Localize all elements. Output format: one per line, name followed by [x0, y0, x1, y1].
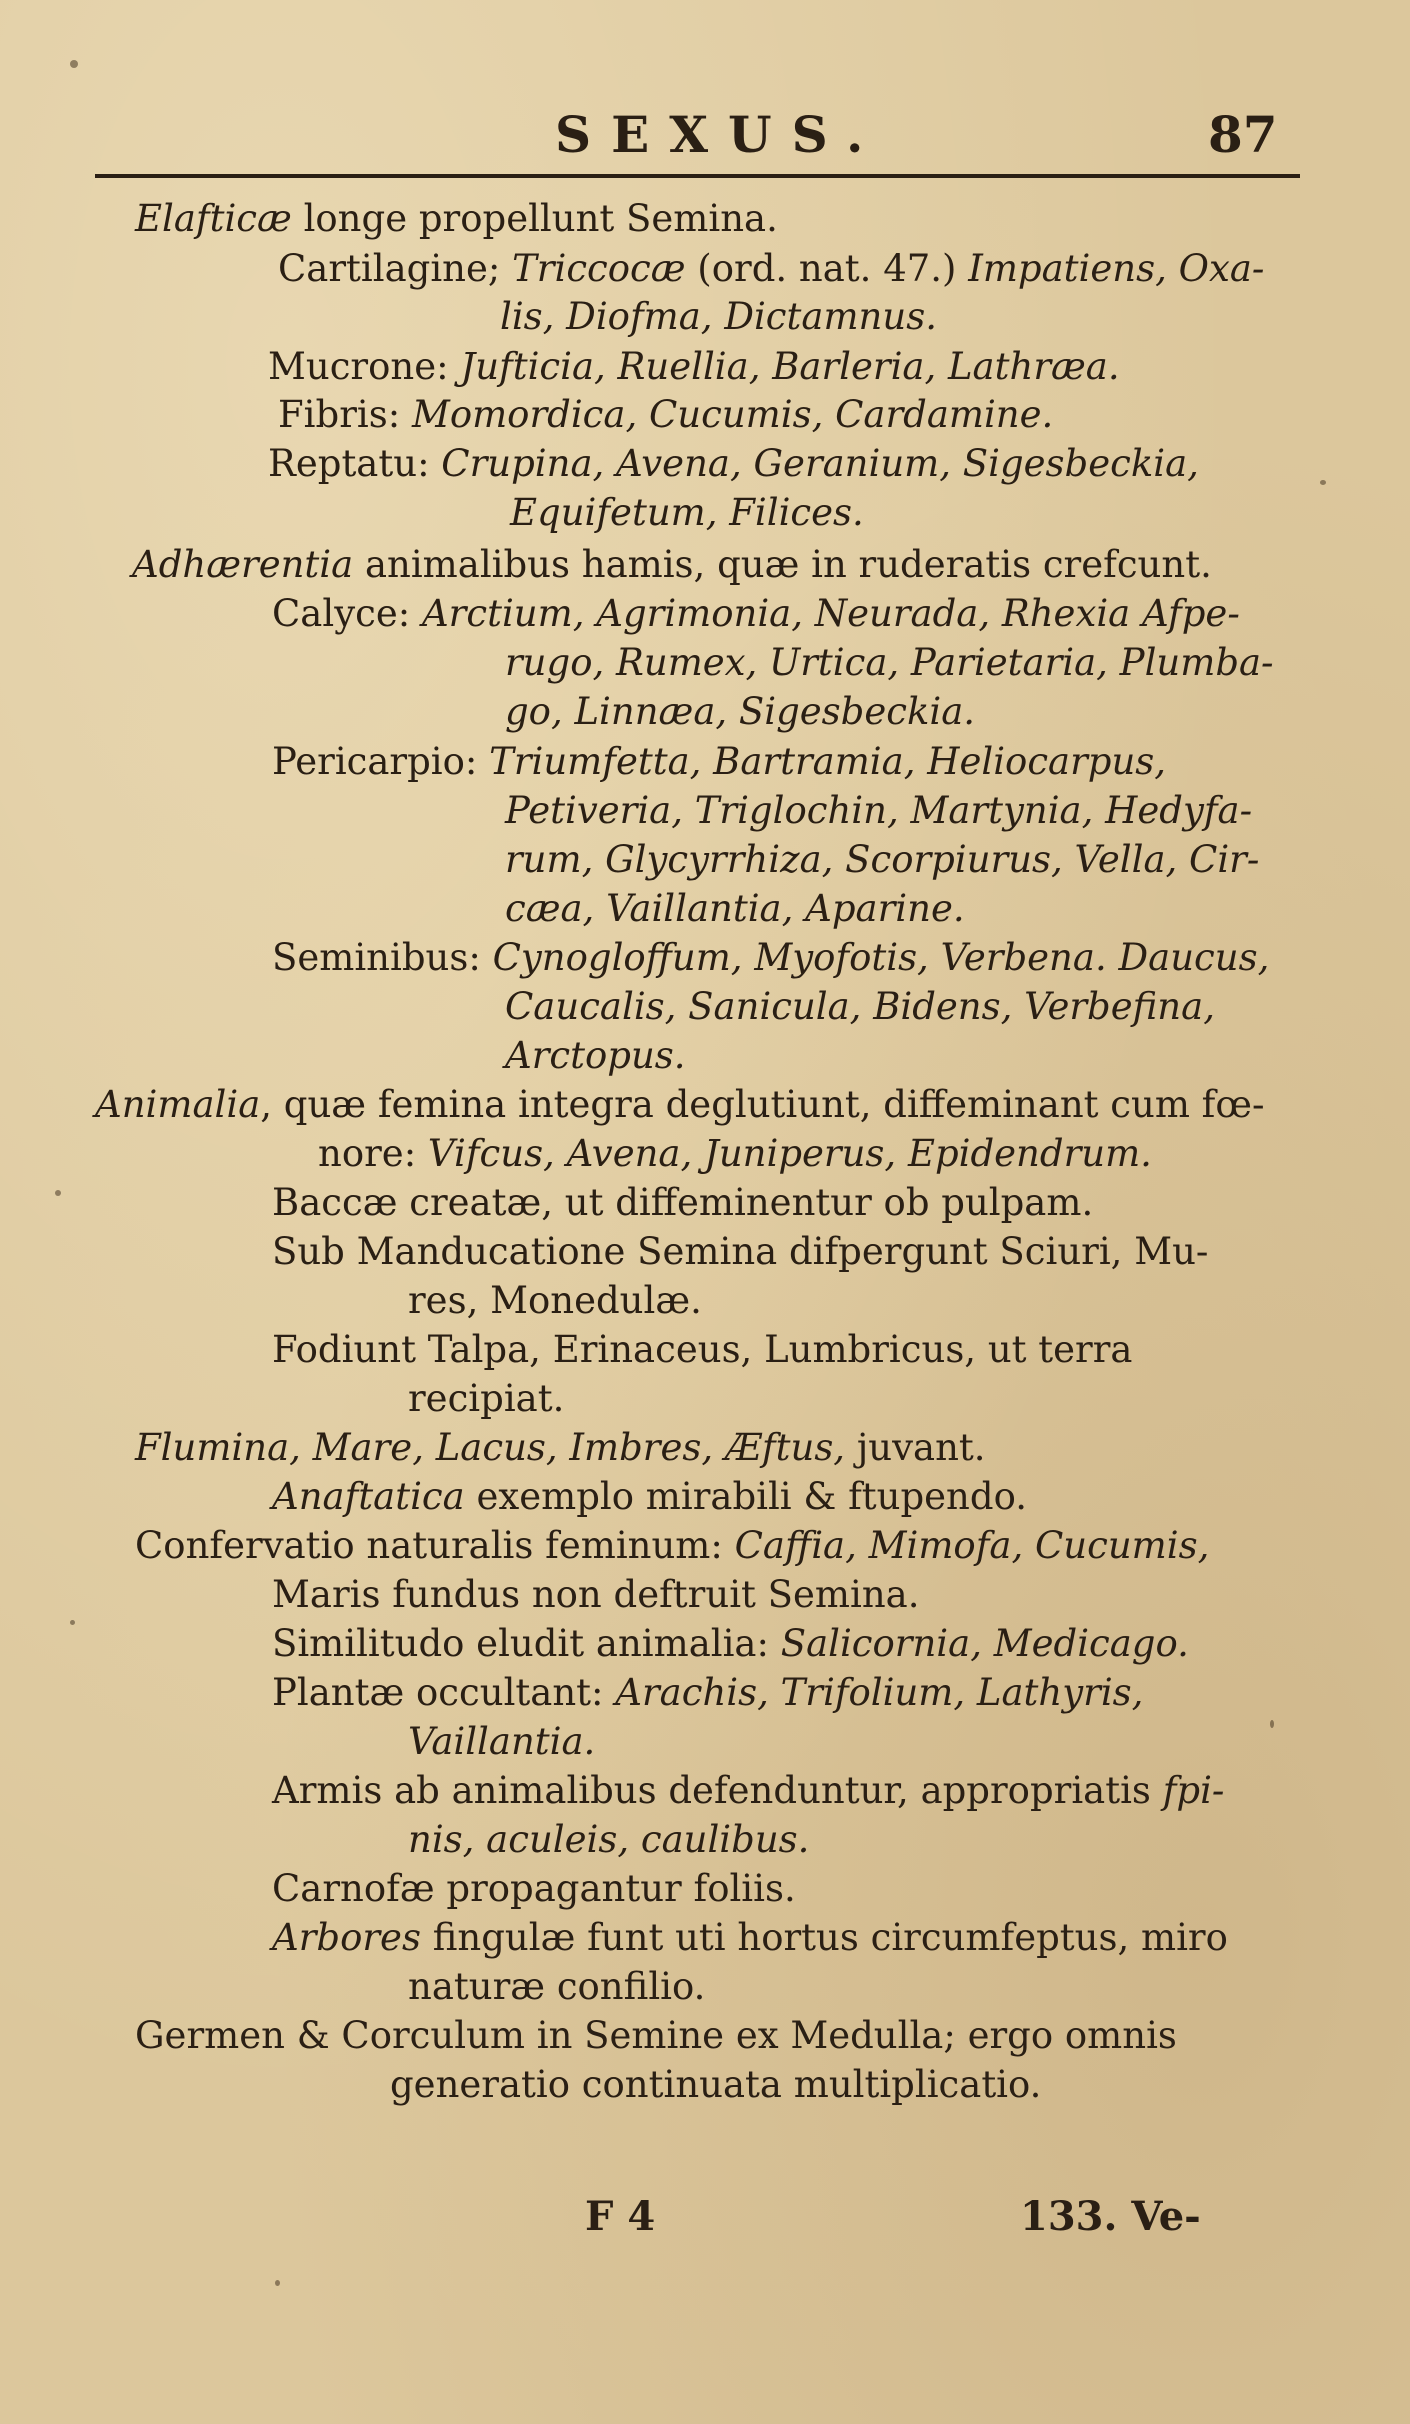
ink-speck — [70, 60, 78, 68]
text-segment: Fibris: — [278, 393, 412, 436]
text-segment: longe propellunt Semina. — [291, 197, 778, 240]
italic-segment: Triccocæ — [512, 247, 686, 290]
text-segment: Similitudo eludit animalia: — [272, 1622, 781, 1665]
text-line — [272, 1670, 1143, 1716]
text-segment: animalibus hamis, quæ in ruderatis crefcunt. — [353, 543, 1212, 586]
text-line — [505, 886, 965, 932]
text-line — [505, 837, 1259, 883]
italic-segment: Triumfetta, Bartramia, Heliocarpus, — [489, 740, 1167, 783]
text-line — [408, 1376, 564, 1422]
signature-mark: F 4 — [585, 2193, 656, 2240]
italic-segment: Arctopus. — [505, 1034, 686, 1077]
text-segment: Reptatu: — [268, 442, 442, 485]
italic-segment: Arachis, Trifolium, Lathyris, — [615, 1671, 1144, 1714]
text-line — [272, 1866, 796, 1912]
text-line — [272, 1180, 1093, 1226]
italic-segment: Caffia, Mimofa, Cucumis, — [734, 1524, 1210, 1567]
text-line — [408, 1817, 809, 1863]
italic-segment: rugo, Rumex, Urtica, Parietaria, Plumba- — [505, 641, 1274, 684]
italic-segment: go, Linnæa, Sigesbeckia. — [505, 690, 976, 733]
text-segment: generatio continuata multiplicatio. — [390, 2063, 1042, 2106]
text-segment: Seminibus: — [272, 936, 493, 979]
text-line — [505, 689, 975, 735]
text-segment: res, Monedulæ. — [408, 1279, 702, 1322]
italic-segment: Impatiens, Oxa- — [968, 247, 1265, 290]
text-segment: Carnofæ propagantur foliis. — [272, 1867, 796, 1910]
italic-segment: Cynogloffum, Myofotis, Verbena. Daucus, — [492, 936, 1270, 979]
italic-segment: Jufticia, Ruellia, Barleria, Lathræa. — [460, 345, 1120, 388]
italic-segment: nis, aculeis, caulibus. — [408, 1818, 810, 1861]
text-segment: Baccæ creatæ, ut diffeminentur ob pulpam. — [272, 1181, 1094, 1224]
text-line — [505, 1033, 686, 1079]
text-line — [272, 1621, 1189, 1667]
catchword: 133. Ve- — [1020, 2193, 1201, 2240]
ink-speck — [70, 1620, 75, 1625]
text-line — [268, 344, 1120, 390]
ink-speck — [55, 1190, 61, 1196]
text-segment: Mucrone: — [268, 345, 461, 388]
italic-segment: Arbores — [272, 1916, 421, 1959]
italic-segment: Salicornia, Medicago. — [780, 1622, 1189, 1665]
text-line — [272, 1915, 1228, 1961]
text-line — [500, 294, 937, 340]
italic-segment: Elafticæ — [135, 197, 292, 240]
text-segment: Pericarpio: — [272, 740, 490, 783]
italic-segment: Flumina, Mare, Lacus, Imbres, Æftus, — [135, 1426, 846, 1469]
text-line — [132, 542, 1212, 588]
text-line — [505, 788, 1252, 834]
italic-segment: Momordica, Cucumis, Cardamine. — [411, 393, 1054, 436]
italic-segment: Anaftatica — [272, 1475, 465, 1518]
text-line — [505, 984, 1215, 1030]
text-segment: Plantæ occultant: — [272, 1671, 616, 1714]
italic-segment: Petiveria, Triglochin, Martynia, Hedyfa- — [505, 789, 1253, 832]
text-segment: juvant. — [845, 1426, 986, 1469]
ink-speck — [275, 2280, 280, 2286]
text-line — [135, 196, 778, 242]
italic-segment: Vifcus, Avena, Juniperus, Epidendrum. — [427, 1132, 1152, 1175]
text-segment: exemplo mirabili & ftupendo. — [464, 1475, 1027, 1518]
text-line — [272, 591, 1240, 637]
text-segment: Germen & Corculum in Semine ex Medulla; ergo omnis — [135, 2014, 1177, 2057]
page-number: 87 — [1208, 105, 1278, 164]
text-line — [272, 1229, 1208, 1275]
text-segment: nore: — [318, 1132, 428, 1175]
text-line — [272, 739, 1166, 785]
running-head: SEXUS. — [555, 105, 884, 164]
text-line — [390, 2062, 1041, 2108]
text-segment: , quæ femina integra deglutiunt, diffeminant cum fœ- — [260, 1083, 1265, 1126]
ink-speck — [1270, 1720, 1274, 1728]
text-line — [135, 1523, 1209, 1569]
italic-segment: Adhærentia — [132, 543, 354, 586]
text-segment: fingulæ funt uti hortus circumfeptus, miro — [420, 1916, 1228, 1959]
italic-segment: fpi- — [1162, 1769, 1225, 1812]
text-line — [408, 1719, 595, 1765]
italic-segment: Caucalis, Sanicula, Bidens, Verbefina, — [505, 985, 1215, 1028]
italic-segment: Equifetum, Filices. — [510, 491, 864, 534]
text-line — [135, 1425, 986, 1471]
italic-segment: Vaillantia. — [408, 1720, 596, 1763]
text-segment: recipiat. — [408, 1377, 565, 1420]
italic-segment: Animalia — [95, 1083, 261, 1126]
text-segment: naturæ confilio. — [408, 1965, 706, 2008]
text-segment: Confervatio naturalis feminum: — [135, 1524, 735, 1567]
text-segment: Cartilagine; — [278, 247, 513, 290]
text-line — [505, 640, 1274, 686]
ink-speck — [1320, 480, 1326, 485]
text-line — [408, 1278, 702, 1324]
text-segment: Maris fundus non deftruit Semina. — [272, 1573, 920, 1616]
text-segment: Fodiunt Talpa, Erinaceus, Lumbricus, ut terra — [272, 1328, 1133, 1371]
italic-segment: lis, Diofma, Dictamnus. — [500, 295, 937, 338]
text-line — [135, 2013, 1177, 2059]
text-segment: Calyce: — [272, 592, 422, 635]
text-line — [408, 1964, 705, 2010]
text-segment: (ord. nat. 47.) — [685, 247, 969, 290]
italic-segment: cæa, Vaillantia, Aparine. — [505, 887, 965, 930]
text-line — [272, 1327, 1133, 1373]
text-line — [272, 935, 1269, 981]
text-line — [272, 1768, 1224, 1814]
text-line — [272, 1572, 919, 1618]
text-line — [95, 1082, 1264, 1128]
text-segment: Armis ab animalibus defenduntur, appropriatis — [272, 1769, 1163, 1812]
text-line — [278, 246, 1264, 292]
text-line — [510, 490, 864, 536]
italic-segment: Crupina, Avena, Geranium, Sigesbeckia, — [441, 442, 1199, 485]
text-line — [268, 441, 1199, 487]
italic-segment: rum, Glycyrrhiza, Scorpiurus, Vella, Cir- — [505, 838, 1260, 881]
italic-segment: Arctium, Agrimonia, Neurada, Rhexia Afpe- — [421, 592, 1240, 635]
text-line — [278, 392, 1053, 438]
text-line — [318, 1131, 1152, 1177]
text-line — [272, 1474, 1027, 1520]
text-segment: Sub Manducatione Semina difpergunt Sciuri, Mu- — [272, 1230, 1209, 1273]
header-rule — [95, 174, 1300, 178]
